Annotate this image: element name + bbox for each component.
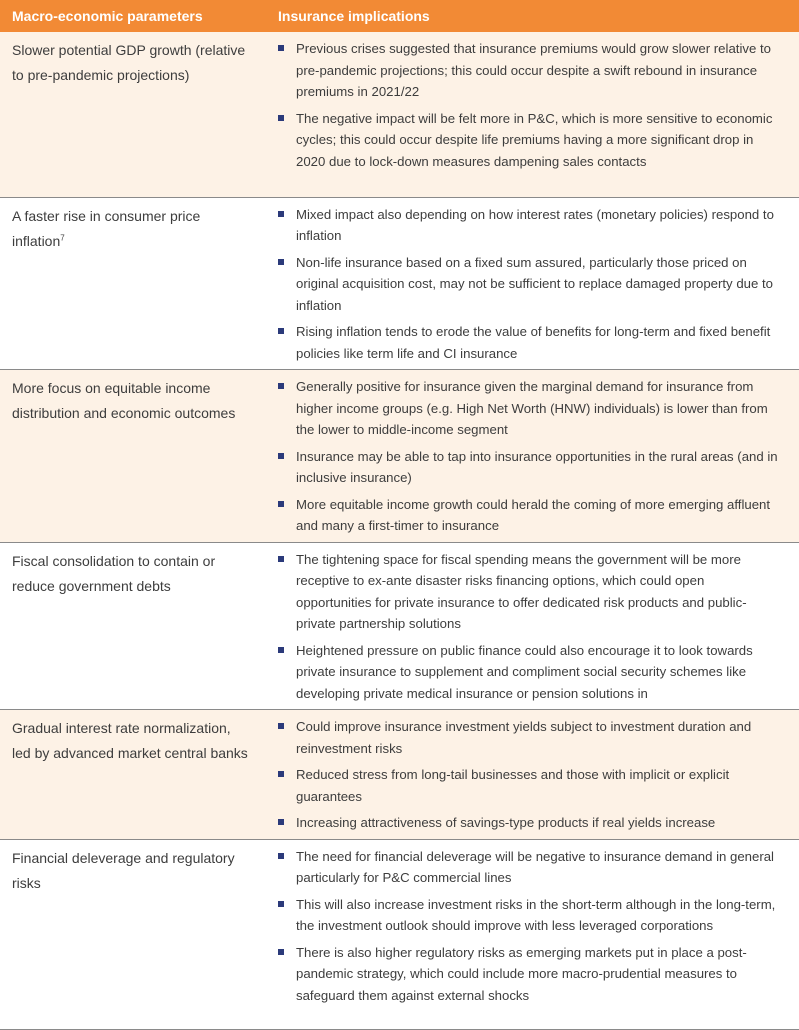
table-header-row [0,0,799,32]
implications-list [278,549,783,705]
implication-item [278,494,783,537]
footnote-marker: 7 [60,232,65,242]
implication-item [278,640,783,705]
square-bullet-icon [278,115,284,121]
implications-cell [262,32,799,197]
square-bullet-icon [278,771,284,777]
table-row [0,710,799,840]
implication-item [278,376,783,441]
implication-text: The negative impact will be felt more in P&C, which is more sensitive to economic cycles; this could occur despite life premiums having a more significant drop in 2020 due to lock-down measures dampening sales contacts [296,110,773,169]
implication-text: Reduced stress from long-tail businesses and those with implicit or explicit guarantees [296,767,730,804]
implication-item [278,846,783,889]
implication-item [278,38,783,103]
implication-text: Rising inflation tends to erode the value of benefits for long-term and fixed benefit policies like term life and CI insurance [296,324,771,361]
parameter-cell [0,197,262,370]
implication-item [278,252,783,317]
header-macro-parameters: Macro-economic parameters [0,0,262,32]
implication-item [278,764,783,807]
header-insurance-implications: Insurance implications [262,0,799,32]
parameter-cell: Gradual interest rate normalization, led by advanced market central banks [0,710,262,840]
square-bullet-icon [278,259,284,265]
implications-list [278,204,783,365]
implication-item [278,446,783,489]
square-bullet-icon [278,723,284,729]
table-row [0,370,799,543]
implication-item [278,204,783,247]
square-bullet-icon [278,853,284,859]
implication-text: Heightened pressure on public finance could also encourage it to look towards private insurance to supplement and compliment social security schemes like developing private medical insurance or pension solutions in [296,642,753,701]
implication-text: Increasing attractiveness of savings-type products if real yields increase [296,815,716,830]
implication-text: Could improve insurance investment yields subject to investment duration and reinvestment risks [296,719,752,756]
square-bullet-icon [278,501,284,507]
parameter-cell: Financial deleverage and regulatory risks [0,839,262,1029]
implication-text: Generally positive for insurance given the marginal demand for insurance from higher income groups (e.g. High Net Worth (HNW) individuals) is lower than from the lower to middle-income segment [296,379,768,437]
square-bullet-icon [278,556,284,562]
implications-list [278,846,783,1007]
square-bullet-icon [278,383,284,389]
implication-text: Previous crises suggested that insurance premiums would grow slower relative to pre-pandemic projections; this could occur despite a swift rebound in insurance premiums in 2021/22 [296,41,771,99]
implication-text: Non-life insurance based on a fixed sum assured, particularly those priced on original acquisition cost, may not be sufficient to replace damaged property due to inflation [296,254,773,313]
implication-text: The need for financial deleverage will be negative to insurance demand in general particularly for P&C commercial lines [296,848,774,885]
implication-item [278,894,783,937]
table-row [0,542,799,710]
implications-cell [262,197,799,370]
square-bullet-icon [278,901,284,907]
square-bullet-icon [278,328,284,334]
table-row [0,197,799,370]
implications-list [278,38,783,172]
square-bullet-icon [278,45,284,51]
square-bullet-icon [278,819,284,825]
implication-text: Mixed impact also depending on how interest rates (monetary policies) respond to inflation [296,206,774,243]
implication-text: Insurance may be able to tap into insurance opportunities in the rural areas (and in inclusive insurance) [296,448,778,485]
implication-item [278,321,783,364]
implication-text: This will also increase investment risks in the short-term although in the long-term, the investment outlook should improve with less leveraged corporations [296,896,776,933]
implications-list [278,716,783,834]
table-row [0,839,799,1029]
square-bullet-icon [278,949,284,955]
parameter-cell: More focus on equitable income distribution and economic outcomes [0,370,262,543]
implication-text: There is also higher regulatory risks as emerging markets put in place a post-pandemic strategy, which could include more macro-prudential measures to safeguard them against external shocks [296,944,747,1003]
parameter-cell: Slower potential GDP growth (relative to pre-pandemic projections) [0,32,262,197]
parameter-cell: Fiscal consolidation to contain or reduce government debts [0,542,262,710]
table-row [0,32,799,197]
implication-text: The tightening space for fiscal spending means the government will be more receptive to ex-ante disaster risks financing options, which could open opportunities for private insurance to offer dedicated risk products and public-private partnership solutions [296,551,747,631]
parameter-text: A faster rise in consumer price inflation [12,207,201,249]
implications-cell [262,839,799,1029]
implication-item [278,108,783,173]
implication-item [278,942,783,1007]
implications-cell [262,710,799,840]
implications-cell [262,542,799,710]
square-bullet-icon [278,453,284,459]
square-bullet-icon [278,211,284,217]
implication-item [278,549,783,635]
implication-item [278,716,783,759]
implications-list [278,376,783,537]
square-bullet-icon [278,647,284,653]
implication-item [278,812,783,834]
implication-text: More equitable income growth could herald the coming of more emerging affluent and many a first-timer to insurance [296,496,771,533]
implications-cell [262,370,799,543]
